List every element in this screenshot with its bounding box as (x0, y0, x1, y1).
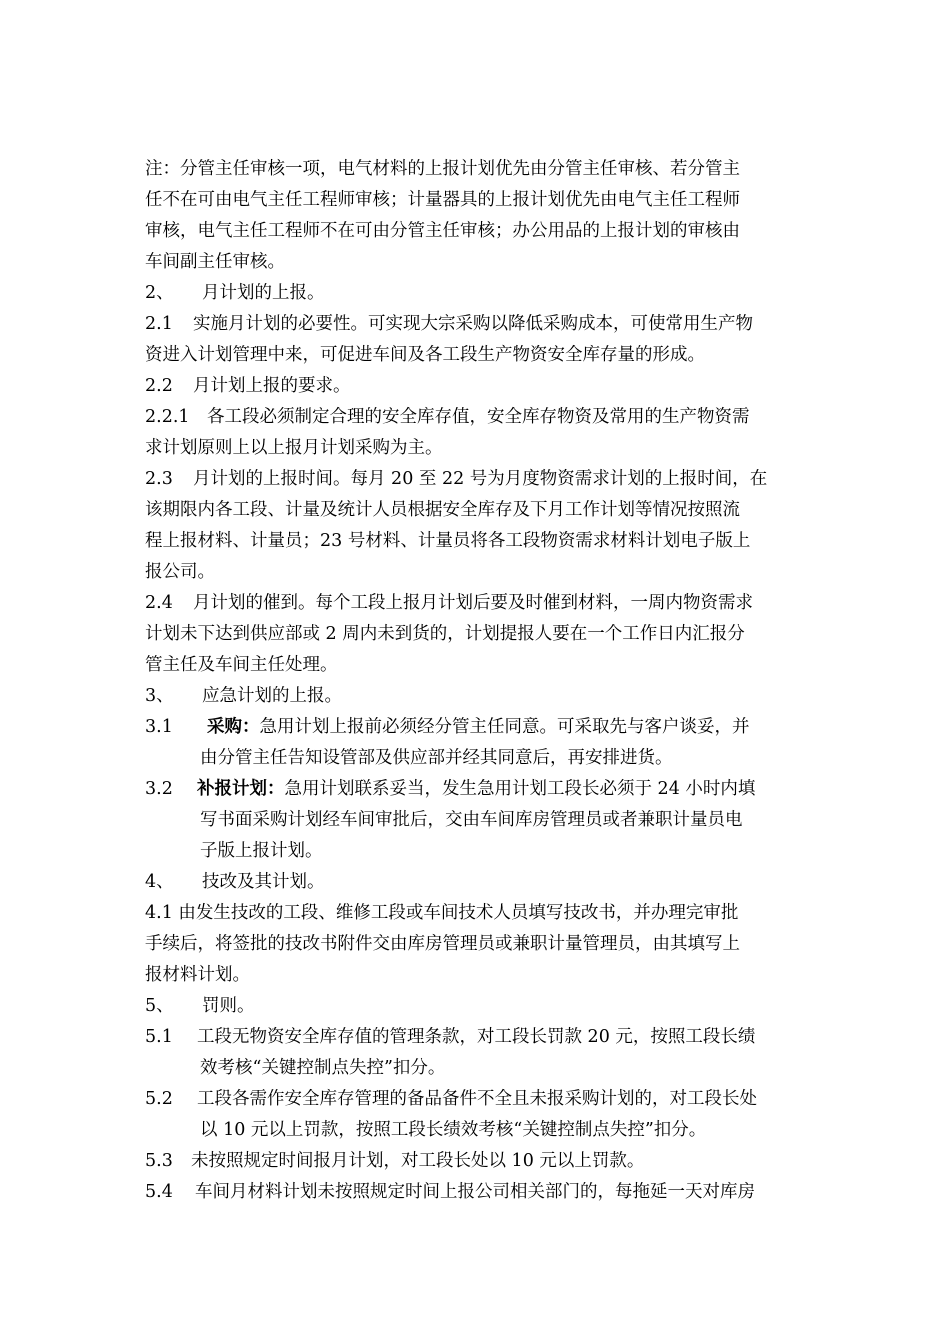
item-label: 补报计划： (197, 779, 285, 799)
item-number: 5.3 (145, 1151, 173, 1171)
section-5-heading (145, 992, 255, 1020)
note-line: 注：分管主任审核一项，电气材料的上报计划优先由分管主任审核、若分管主 (145, 159, 740, 179)
item-3-2-cont: 子版上报计划。 (200, 841, 323, 861)
item-5-3 (145, 1147, 644, 1175)
item-number: 2.3 (145, 469, 173, 489)
item-2-2-1 (145, 403, 750, 431)
item-2-3-cont: 报公司。 (145, 562, 215, 582)
item-text: 车间月材料计划未按照规定时间上报公司相关部门的，每拖延一天对库房 (195, 1182, 755, 1202)
section-number: 2、 (145, 283, 174, 303)
item-text: 急用计划联系妥当，发生急用计划工段长必须于 24 小时内填 (284, 779, 756, 799)
item-3-2-cont: 写书面采购计划经车间审批后，交由车间库房管理员或者兼职计量员电 (200, 810, 743, 830)
item-number: 2.4 (145, 593, 173, 613)
item-text: 各工段必须制定合理的安全库存值，安全库存物资及常用的生产物资需 (207, 407, 750, 427)
item-label: 采购： (207, 717, 260, 737)
item-number: 2.2 (145, 376, 173, 396)
item-text: 实施月计划的必要性。可实现大宗采购以降低采购成本，可使常用生产物 (193, 314, 753, 334)
item-text: 工段各需作安全库存管理的备品备件不全且未报采购计划的，对工段长处 (197, 1089, 757, 1109)
item-2-1 (145, 310, 753, 338)
item-text: 急用计划上报前必须经分管主任同意。可采取先与客户谈妥，并 (259, 717, 750, 737)
item-text: 未按照规定时间报月计划，对工段长处以 10 元以上罚款。 (191, 1151, 645, 1171)
item-2-4 (145, 589, 753, 617)
item-number: 2.2.1 (145, 407, 190, 427)
item-4-1-cont: 手续后，将签批的技改书附件交由库房管理员或兼职计量管理员，由其填写上 (145, 934, 740, 954)
item-2-3-cont: 该期限内各工段、计量及统计人员根据安全库存及下月工作计划等情况按照流 (145, 500, 740, 520)
item-2-4-cont: 管主任及车间主任处理。 (145, 655, 338, 675)
item-5-4 (145, 1178, 755, 1206)
item-text: 工段无物资安全库存值的管理条款，对工段长罚款 20 元，按照工段长绩 (197, 1027, 756, 1047)
item-2-1-cont: 资进入计划管理中来，可促进车间及各工段生产物资安全库存量的形成。 (145, 345, 705, 365)
note-line: 任不在可由电气主任工程师审核；计量器具的上报计划优先由电气主任工程师 (145, 190, 740, 210)
item-4-1-cont: 报材料计划。 (145, 965, 250, 985)
section-number: 5、 (145, 996, 174, 1016)
item-number: 5.1 (145, 1027, 173, 1047)
section-number: 3、 (145, 686, 174, 706)
note-line: 审核，电气主任工程师不在可由分管主任审核；办公用品的上报计划的审核由 (145, 221, 740, 241)
item-2-2-1-cont: 求计划原则上以上报月计划采购为主。 (145, 438, 443, 458)
section-title: 月计划的上报。 (202, 283, 325, 303)
note-line: 车间副主任审核。 (145, 252, 285, 272)
item-5-1 (145, 1023, 755, 1051)
item-title: 月计划上报的要求。 (193, 376, 351, 396)
section-number: 4、 (145, 872, 174, 892)
section-3-heading (145, 682, 342, 710)
section-4-heading (145, 868, 325, 896)
item-text: 月计划的上报时间。每月 20 至 22 号为月度物资需求计划的上报时间，在 (193, 469, 768, 489)
item-text: 月计划的催到。每个工段上报月计划后要及时催到材料，一周内物资需求 (193, 593, 753, 613)
item-number: 3.2 (145, 779, 173, 799)
item-number: 3.1 (145, 717, 173, 737)
item-2-3-cont: 程上报材料、计量员；23 号材料、计量员将各工段物资需求材料计划电子版上 (145, 531, 751, 551)
item-4-1: 4.1 由发生技改的工段、维修工段或车间技术人员填写技改书，并办理完审批 (145, 903, 739, 923)
item-2-4-cont: 计划未下达到供应部或 2 周内未到货的，计划提报人要在一个工作日内汇报分 (145, 624, 745, 644)
item-5-2 (145, 1085, 757, 1113)
item-5-2-cont: 以 10 元以上罚款，按照工段长绩效考核“关键控制点失控”扣分。 (200, 1120, 707, 1140)
item-2-2 (145, 372, 351, 400)
item-number: 5.2 (145, 1089, 173, 1109)
section-2-heading (145, 279, 325, 307)
item-3-1 (145, 713, 750, 741)
item-5-1-cont: 效考核“关键控制点失控”扣分。 (200, 1058, 446, 1078)
item-2-3 (145, 465, 767, 493)
item-3-1-cont: 由分管主任告知设管部及供应部并经其同意后，再安排进货。 (200, 748, 673, 768)
section-title: 应急计划的上报。 (202, 686, 342, 706)
item-number: 2.1 (145, 314, 173, 334)
section-title: 技改及其计划。 (202, 872, 325, 892)
item-number: 5.4 (145, 1182, 173, 1202)
section-title: 罚则。 (202, 996, 255, 1016)
item-3-2 (145, 775, 755, 803)
